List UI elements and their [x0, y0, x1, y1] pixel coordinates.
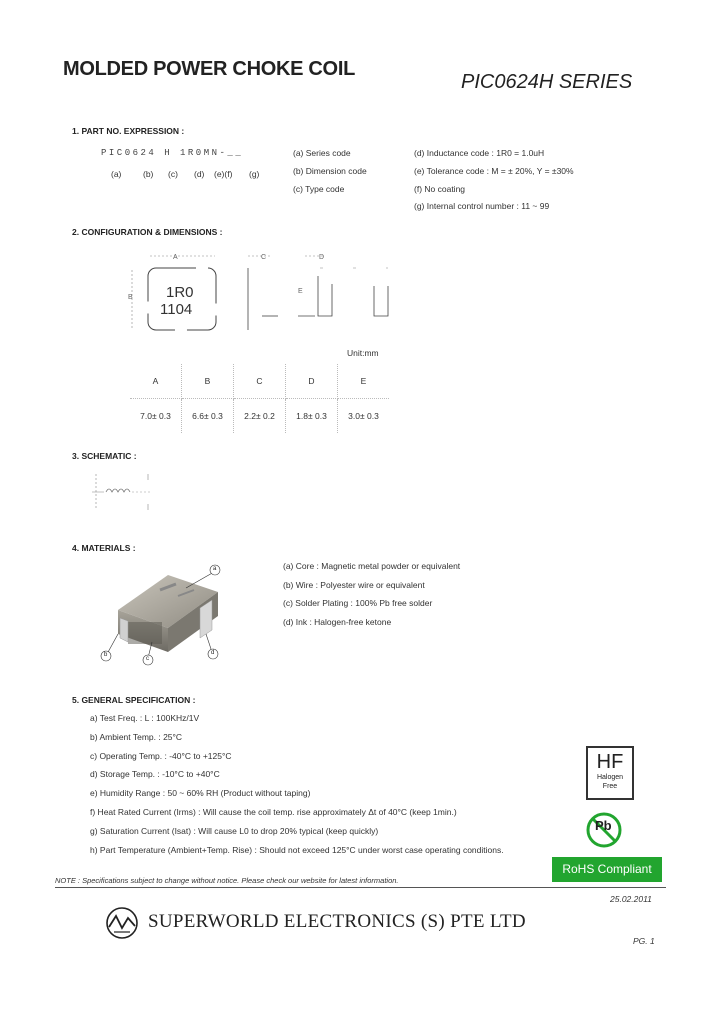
spec-test-freq: a) Test Freq. : L : 100KHz/1V	[90, 713, 200, 723]
callout-a: a	[213, 566, 217, 572]
schematic-diagram	[88, 468, 158, 516]
dim-value-d: 1.8± 0.3	[286, 399, 338, 434]
hf-text: HF	[596, 751, 624, 773]
footer-divider	[55, 887, 666, 888]
dim-header-a: A	[130, 364, 182, 399]
marking-date-code: 1104	[160, 301, 193, 318]
spec-ambient-temp: b) Ambient Temp. : 25°C	[90, 732, 183, 742]
page-number: PG. 1	[633, 936, 655, 946]
code-desc-g: (g) Internal control number : 11 ~ 99	[414, 201, 550, 211]
company-logo-icon	[104, 906, 140, 940]
spec-humidity: e) Humidity Range : 50 ~ 60% RH (Product without taping)	[90, 788, 311, 798]
dim-label-b: B	[128, 294, 133, 301]
dim-header-d: D	[286, 364, 338, 399]
part-letter-d: (d)	[194, 169, 205, 179]
section-dimensions-heading: 2. CONFIGURATION & DIMENSIONS :	[72, 227, 223, 237]
code-desc-a: (a) Series code	[293, 148, 351, 158]
dim-header-e: E	[338, 364, 390, 399]
material-wire: (b) Wire : Polyester wire or equivalent	[283, 580, 425, 590]
dim-header-b: B	[182, 364, 234, 399]
dim-value-a: 7.0± 0.3	[130, 399, 182, 434]
company-name: SUPERWORLD ELECTRONICS (S) PTE LTD	[148, 911, 526, 932]
spec-operating-temp: c) Operating Temp. : -40°C to +125°C	[90, 751, 232, 761]
part-letter-g: (g)	[249, 169, 260, 179]
rohs-compliant-badge: RoHS Compliant	[552, 857, 662, 882]
part-letter-a: (a)	[111, 169, 122, 179]
section-general-spec-heading: 5. GENERAL SPECIFICATION :	[72, 695, 196, 705]
code-desc-d: (d) Inductance code : 1R0 = 1.0uH	[414, 148, 545, 158]
dim-value-e: 3.0± 0.3	[348, 411, 379, 421]
spec-part-temperature: h) Part Temperature (Ambient+Temp. Rise) : Should not exceed 125°C under worst case operating conditions.	[90, 845, 504, 855]
section-part-no-heading: 1. PART NO. EXPRESSION :	[72, 126, 185, 136]
callout-d: d	[211, 650, 215, 656]
dim-label-e: E	[298, 288, 303, 295]
series-name: PIC0624H SERIES	[461, 71, 633, 93]
hf-free-text: Free	[602, 783, 618, 790]
halogen-free-badge	[586, 746, 634, 800]
material-ink: (d) Ink : Halogen-free ketone	[283, 617, 392, 627]
dim-label-d: D	[319, 254, 325, 261]
code-desc-c: (c) Type code	[293, 184, 345, 194]
code-desc-f: (f) No coating	[414, 184, 466, 194]
spec-heat-rated-current: f) Heat Rated Current (Irms) : Will cause the coil temp. rise approximately Δt of 40°C (keep 1min.)	[90, 807, 457, 817]
dim-value-b: 6.6± 0.3	[182, 399, 234, 434]
code-desc-b: (b) Dimension code	[293, 166, 367, 176]
dimension-table	[130, 364, 389, 433]
part-letter-b: (b)	[143, 169, 154, 179]
dimension-drawing	[120, 240, 400, 335]
part-letter-ef: (e)(f)	[214, 169, 233, 179]
hf-halogen-text: Halogen	[596, 774, 624, 781]
dim-label-a: A	[173, 254, 178, 261]
footer-date: 25.02.2011	[610, 894, 652, 904]
section-schematic-heading: 3. SCHEMATIC :	[72, 451, 137, 461]
material-solder: (c) Solder Plating : 100% Pb free solder	[283, 598, 433, 608]
page-title: MOLDED POWER CHOKE COIL	[63, 58, 355, 80]
part-no-expression: PIC0624 H 1R0MN-__	[101, 148, 244, 158]
dim-value-c: 2.2± 0.2	[234, 399, 286, 434]
dim-header-c: C	[234, 364, 286, 399]
part-letter-c: (c)	[168, 169, 178, 179]
section-materials-heading: 4. MATERIALS :	[72, 543, 136, 553]
material-core: (a) Core : Magnetic metal powder or equivalent	[283, 561, 461, 571]
spec-saturation-current: g) Saturation Current (Isat) : Will cause L0 to drop 20% typical (keep quickly)	[90, 826, 379, 836]
footer-note: NOTE : Specifications subject to change without notice. Please check our website for latest information.	[55, 876, 399, 885]
callout-c: c	[146, 656, 149, 662]
unit-label: Unit:mm	[347, 348, 379, 358]
spec-storage-temp: d) Storage Temp. : -10°C to +40°C	[90, 769, 220, 779]
callout-b: b	[104, 652, 108, 658]
code-desc-e: (e) Tolerance code : M = ± 20%, Y = ±30%	[414, 166, 574, 176]
marking-inductance: 1R0	[166, 284, 194, 301]
dim-label-c: C	[261, 254, 267, 261]
pb-text: Pb	[595, 818, 612, 833]
